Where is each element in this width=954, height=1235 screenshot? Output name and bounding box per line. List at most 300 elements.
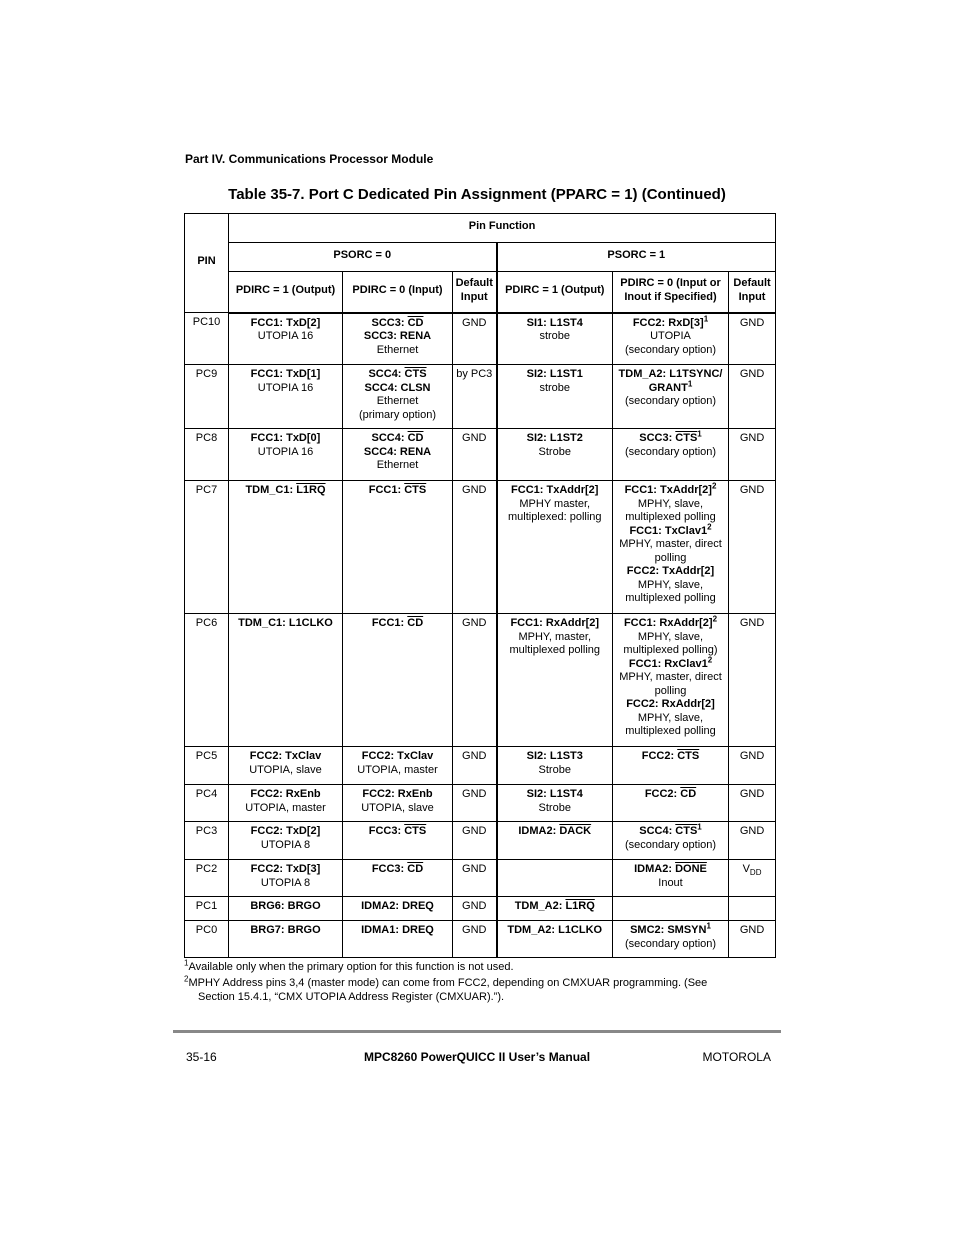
cell-line [615,579,726,593]
cell-text: strobe [539,330,571,342]
cell-text: SCC4: RENA [363,445,432,458]
cell-text: FCC1: TxD[0] [250,432,321,444]
cell-text: FCC1: RxAddr[2] [510,617,600,629]
function-cell-c5 [613,429,729,481]
cell-line [731,825,773,839]
cell-text: GRANT [648,381,688,394]
footnote-ref: 1 [697,429,702,439]
cell-line [500,617,611,631]
function-cell-c4 [497,481,613,614]
cell-text: UTOPIA 16 [257,445,314,458]
cell-line [231,617,340,631]
cell-line [615,614,726,631]
table-row [185,365,776,429]
cell-text: SI2: L1ST4 [526,788,583,800]
cell-text: FCC2: RxEnb [362,788,433,800]
cell-text: polling [654,684,687,697]
function-cell-c5 [613,860,729,897]
function-cell-c2 [343,785,453,822]
function-cell-c2 [343,313,453,365]
cell-text: IDMA2: DREQ [361,900,434,912]
cell-line [345,924,450,938]
cell-line [231,330,340,344]
function-cell-c1 [229,822,343,860]
cell-text: Inout [658,876,683,889]
cell-text: FCC2: RxD[3] [632,316,704,329]
cell-line [615,877,726,891]
function-cell-c6 [729,897,776,921]
function-cell-c5 [613,313,729,365]
cell-line [615,863,726,877]
cell-line [231,446,340,460]
cell-text: UTOPIA [650,330,691,342]
cell-text: MPHY master, [519,497,591,510]
function-cell-c3 [453,897,497,921]
function-cell-c6 [729,481,776,614]
header-psorc0-output: PDIRC = 1 (Output) [229,272,343,313]
footnote-ref: 1 [706,921,711,931]
function-cell-c1 [229,429,343,481]
cell-line [615,921,726,938]
function-cell-c2 [343,860,453,897]
cell-line [500,432,611,446]
cell-text: multiplexed polling [509,644,600,656]
cell-line [615,712,726,726]
cell-line [615,750,726,764]
cell-line [615,446,726,460]
cell-text: Ethernet [376,395,419,407]
footnote-2-text-cont: Section 15.4.1, “CMX UTOPIA Address Register (CMXUAR).”). [198,991,505,1003]
cell-line [345,344,450,358]
footnote-ref: 1 [697,822,702,832]
cell-text: SCC4: [639,825,676,837]
cell-line [615,521,726,539]
table-row [185,785,776,822]
pin-cell: PC3 [185,822,229,860]
cell-line [345,330,450,344]
cell-line [345,617,450,631]
function-cell-c2 [343,921,453,958]
header-psorc0-default: Default Input [453,272,497,313]
cell-text: GND [739,825,765,837]
cell-line [455,617,494,631]
cell-line [231,764,340,778]
cell-line [615,481,726,498]
cell-text: IDMA1: DREQ [361,924,434,936]
pin-cell: PC0 [185,921,229,958]
cell-line [615,313,726,331]
table-row [185,860,776,897]
cell-text: TDM_A2: L1TSYNC/ [618,368,723,380]
cell-line [731,617,773,631]
cell-line [345,825,450,839]
header-pin: PIN [185,214,229,313]
cell-line [500,802,611,816]
cell-text: GND [739,316,765,329]
cell-text: polling [654,551,687,564]
cell-line [231,877,340,891]
active-low-signal: $\overline{CTS}$ [404,368,427,380]
page-number: 35-16 [186,1050,217,1064]
footnote-ref: 2 [707,654,713,664]
cell-text: SCC4: [368,368,405,380]
cell-text: (secondary option) [624,395,717,407]
cell-text: GND [462,863,487,875]
function-cell-c1 [229,614,343,747]
cell-line [231,317,340,331]
function-cell-c4 [497,365,613,429]
cell-line [500,446,611,460]
function-cell-c1 [229,365,343,429]
cell-text: MPHY, slave, [637,578,704,591]
function-cell-c3 [453,429,497,481]
cell-line [345,432,450,446]
footnote-2-text: MPHY Address pins 3,4 (master mode) can come from FCC2, depending on CMXUAR programming. (See [188,977,708,989]
active-low-signal: DACK [559,825,592,837]
cell-line [345,484,450,498]
function-cell-c6 [729,785,776,822]
cell-text: BRG6: BRGO [250,900,321,912]
table-title: Table 35-7. Port C Dedicated Pin Assignment (PPARC = 1) (Continued) [228,186,726,203]
pin-cell: PC8 [185,429,229,481]
function-cell-c4 [497,313,613,365]
running-header: Part IV. Communications Processor Module [185,152,434,166]
function-cell-c3 [453,785,497,822]
cell-text: FCC2: RxEnb [250,788,321,800]
header-pin-function: Pin Function [229,214,776,243]
cell-text: (primary option) [358,408,437,421]
cell-line [500,484,611,498]
cell-line [615,822,726,839]
active-low-signal: $\overline{CD}$ [407,316,424,329]
active-low-signal: $\overline{CD}$ [680,788,697,800]
function-cell-c5 [613,897,729,921]
cell-line [731,484,773,498]
cell-line [455,900,494,914]
cell-line [500,764,611,778]
cell-line [731,432,773,446]
active-low-signal: $\overline{CTS}$ [404,484,427,496]
cell-text: GND [739,432,765,444]
cell-text: FCC1: TxAddr[2] [624,484,712,496]
cell-line [615,498,726,512]
function-cell-c1 [229,785,343,822]
pin-assignment-table [184,213,776,958]
cell-line [731,924,773,938]
footnote-ref: 2 [712,614,718,624]
cell-line [231,825,340,839]
pin-cell: PC1 [185,897,229,921]
cell-line [500,924,611,938]
cell-text: GND [739,924,765,936]
cell-text: UTOPIA, slave [249,763,322,776]
cell-line [615,938,726,952]
cell-line [345,802,450,816]
function-cell-c2 [343,481,453,614]
function-cell-c1 [229,747,343,785]
cell-line [731,368,773,382]
footer-rule [173,1030,781,1033]
cell-text: FCC2: [644,788,681,800]
footnote-2 [184,976,744,1004]
cell-text: TDM_A2: [514,900,566,912]
cell-text: Strobe [538,763,571,776]
cell-text: IDMA2: [634,863,676,875]
cell-text: MPHY, slave, [637,630,704,643]
cell-line [500,317,611,331]
function-cell-c5 [613,822,729,860]
cell-line [231,924,340,938]
cell-text: GND [462,484,487,496]
subscript: DD [749,868,762,878]
cell-text: SCC3: RENA [363,330,432,342]
cell-text: Strobe [538,445,571,458]
cell-text: TDM_C1: L1CLKO [238,617,333,629]
cell-line [345,395,450,409]
pin-cell: PC10 [185,313,229,365]
cell-line [500,644,611,658]
cell-text: Ethernet [376,459,419,471]
function-cell-c3 [453,365,497,429]
cell-text: FCC1: [368,484,405,496]
cell-text: FCC1: RxAddr[2] [623,617,713,629]
header-psorc0-input: PDIRC = 0 (Input) [343,272,453,313]
cell-line [731,788,773,802]
cell-text: SI2: L1ST1 [526,368,583,380]
cell-text: GND [739,368,765,380]
cell-line [455,368,494,382]
cell-text: GND [462,924,487,936]
header-psorc1-output: PDIRC = 1 (Output) [497,272,613,313]
cell-text: SCC4: [371,432,408,444]
cell-text: FCC2: TxClav [361,750,434,762]
cell-line [345,382,450,396]
footnote-1 [184,960,744,974]
cell-line [231,432,340,446]
cell-text: GND [462,316,487,329]
cell-line [615,592,726,606]
table-row [185,313,776,365]
footnote-ref: 1 [687,378,693,388]
cell-line [345,459,450,473]
cell-line [500,750,611,764]
footnote-ref: 2 [707,521,712,531]
cell-text: MPHY, master, direct [619,538,722,550]
cell-line [455,432,494,446]
cell-text: UTOPIA 16 [257,330,314,342]
function-cell-c5 [613,481,729,614]
cell-text: SI2: L1ST3 [526,750,583,762]
table-row [185,481,776,614]
header-psorc-1: PSORC = 1 [497,243,776,272]
function-cell-c2 [343,897,453,921]
cell-line [345,446,450,460]
function-cell-c3 [453,481,497,614]
table-row [185,822,776,860]
header-psorc1-default: Default Input [729,272,776,313]
table-row [185,614,776,747]
cell-line [615,788,726,802]
function-cell-c4 [497,921,613,958]
footnote-1-mark: 1 [184,958,189,968]
pin-cell: PC9 [185,365,229,429]
function-cell-c5 [613,365,729,429]
pin-cell: PC6 [185,614,229,747]
footnote-ref: 2 [711,481,717,491]
cell-text: FCC1: TxD[1] [250,368,321,380]
pin-cell: PC4 [185,785,229,822]
cell-text: multiplexed polling [625,592,716,604]
cell-line [615,631,726,645]
function-cell-c3 [453,313,497,365]
cell-line [615,565,726,579]
cell-text: FCC2: TxD[2] [250,825,321,837]
function-cell-c4 [497,860,613,897]
cell-text: FCC2: RxAddr[2] [626,698,715,710]
cell-line [345,900,450,914]
function-cell-c6 [729,429,776,481]
active-low-signal: $\overline{CTS}$ [675,825,698,837]
cell-text: FCC1: TxD[2] [250,316,321,329]
cell-text: UTOPIA 16 [257,381,314,394]
cell-line [500,330,611,344]
function-cell-c2 [343,429,453,481]
function-cell-c2 [343,614,453,747]
function-cell-c1 [229,313,343,365]
cell-text: FCC2: [641,750,678,762]
cell-line [231,839,340,853]
function-cell-c1 [229,897,343,921]
cell-line [500,631,611,645]
cell-line [500,788,611,802]
cell-text: (secondary option) [624,937,717,950]
header-psorc1-input: PDIRC = 0 (Input or Inout if Specified) [613,272,729,313]
cell-text: GND [462,750,487,762]
cell-text: GND [462,788,487,800]
cell-text: GND [739,617,765,629]
function-cell-c3 [453,860,497,897]
function-cell-c3 [453,822,497,860]
cell-text: multiplexed polling [625,725,716,737]
active-low-signal: $\overline{CTS}$ [675,432,698,444]
cell-line [455,863,494,877]
cell-text: GND [739,484,765,496]
cell-text: GND [462,825,487,837]
cell-text: FCC1: [371,617,408,629]
cell-text: SI1: L1ST4 [526,316,583,329]
cell-line [231,802,340,816]
cell-line [500,825,611,839]
cell-line [615,725,726,739]
active-low-signal: $\overline{CD}$ [407,432,424,444]
active-low-signal: $\overline{CTS}$ [404,825,427,837]
function-cell-c3 [453,614,497,747]
cell-line [345,863,450,877]
cell-text: UTOPIA, master [357,763,438,776]
cell-text: V [742,863,750,875]
cell-text: IDMA2: [518,825,560,837]
function-cell-c6 [729,822,776,860]
cell-line [231,382,340,396]
cell-line [615,552,726,566]
cell-text: FCC1: TxClav1 [629,524,708,537]
cell-line [615,429,726,446]
cell-text: MPHY, master, direct [619,671,722,683]
cell-line [231,368,340,382]
function-cell-c4 [497,747,613,785]
cell-line [455,788,494,802]
function-cell-c3 [453,921,497,958]
cell-text: strobe [539,381,571,394]
cell-line [615,378,726,396]
cell-text: FCC2: TxD[3] [250,863,321,875]
cell-line [231,788,340,802]
cell-text: Ethernet [376,343,419,356]
cell-text: multiplexed polling [625,511,716,523]
cell-line [615,685,726,699]
function-cell-c6 [729,747,776,785]
cell-line [345,750,450,764]
cell-line [615,654,726,672]
active-low-signal: $\overline{CTS}$ [677,750,700,762]
cell-text: multiplexed polling) [623,644,718,656]
function-cell-c2 [343,822,453,860]
cell-text: SCC3: [639,432,676,444]
function-cell-c4 [497,614,613,747]
cell-line [231,863,340,877]
cell-text: FCC2: TxAddr[2] [626,565,715,577]
function-cell-c4 [497,897,613,921]
cell-text: UTOPIA 8 [260,838,311,851]
manual-title: MPC8260 PowerQUICC II User’s Manual [363,1050,591,1064]
cell-text: FCC3: [368,825,405,837]
cell-line [345,764,450,778]
function-cell-c3 [453,747,497,785]
active-low-signal: L1RQ [565,900,595,912]
table-row [185,429,776,481]
table-row [185,747,776,785]
cell-text: UTOPIA, slave [361,801,434,814]
cell-text: MPHY, slave, [637,497,704,510]
function-cell-c4 [497,429,613,481]
cell-line [615,671,726,685]
cell-line [231,750,340,764]
function-cell-c5 [613,747,729,785]
cell-text: GND [462,900,487,912]
function-cell-c5 [613,614,729,747]
cell-line [500,368,611,382]
cell-line [231,900,340,914]
function-cell-c6 [729,365,776,429]
cell-text: TDM_A2: L1CLKO [507,924,603,936]
cell-text: MPHY, slave, [637,711,704,724]
cell-text: SCC4: CLSN [364,381,431,394]
cell-text: SMC2: SMSYN [630,924,707,936]
cell-line [455,924,494,938]
cell-line [615,344,726,358]
cell-line [500,382,611,396]
footnote-ref: 1 [703,313,709,323]
function-cell-c1 [229,921,343,958]
cell-line [500,498,611,512]
cell-text: Strobe [538,801,571,814]
cell-line [345,317,450,331]
function-cell-c1 [229,860,343,897]
cell-text: BRG7: BRGO [250,924,321,936]
table-row [185,897,776,921]
cell-line [615,839,726,853]
cell-text: FCC1: RxClav1 [628,657,708,670]
